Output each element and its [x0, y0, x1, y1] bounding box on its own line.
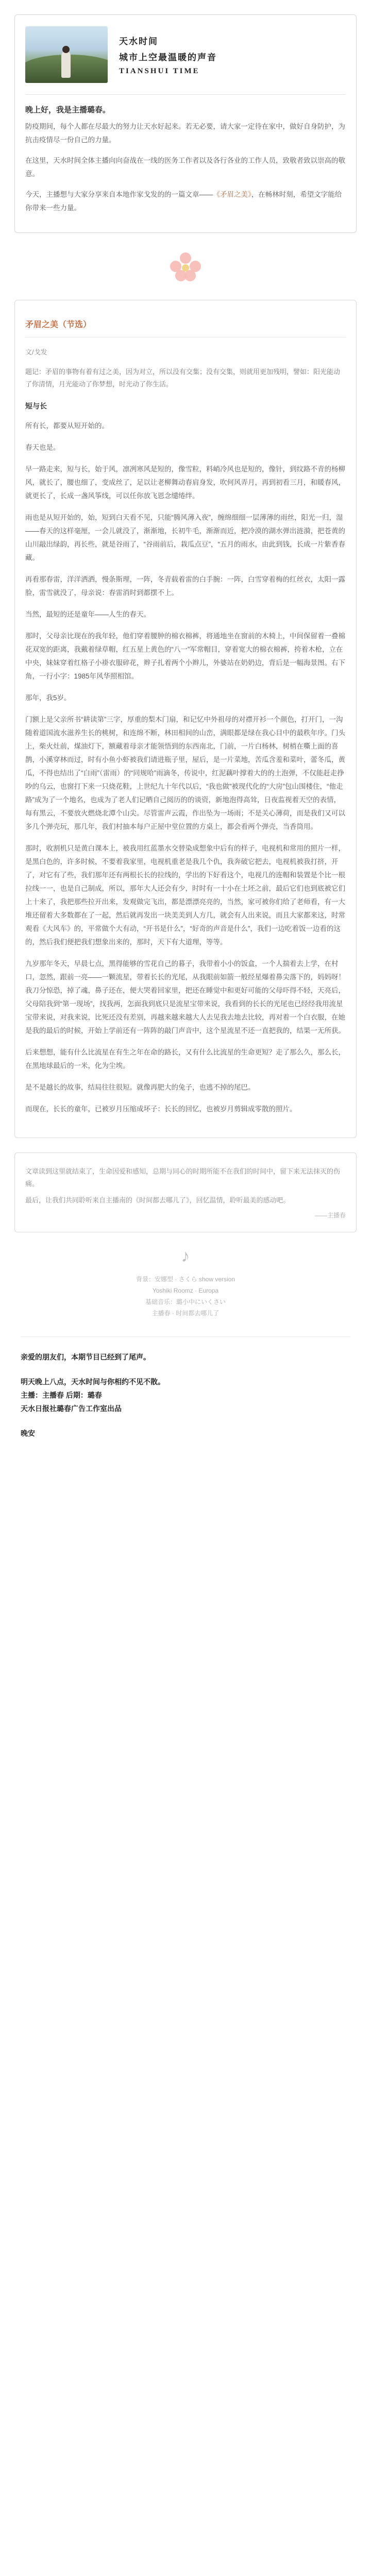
greeting: 晚上好，我是主播璐春。	[25, 106, 111, 114]
footer-gap	[21, 1415, 350, 1427]
header-title-2: 城市上空最温暖的声音	[119, 52, 217, 62]
credit-line: Yoshiki Roomz · Europa	[152, 1287, 219, 1294]
article-paragraph: 雨也是从短开始的，始，短到白天看不见，只能“腾风薄入夜”，缠绵细细一层薄薄的雨丝，阳光一归，湿——春天的这样毫厘，一会儿就没了，渐渐地，长初牛毛，渐渐而近，把冷漠的湖水弹出涟漪，把苍黄的山川敲出绿韵，再长些，就是谷雨了，“谷雨前后，栽瓜点豆”，“五月的雨水，由此到钱，长成一片紫香春藏。	[25, 514, 345, 562]
quote-line: 最后，让我们共同聆听来自主播南的《时间都去哪儿了》，回忆温情，聆听最美的感动吧。	[25, 1196, 290, 1204]
header-divider	[25, 94, 346, 95]
footer-credit: 天水日报社璐春广告工作室出品	[21, 1404, 122, 1413]
article-paragraph: 九岁那年冬天，早晨七点，黑得能够的雪花自己的暮子，我带着小小的饭盒，一个人揣着去上学，在村口，忽然，跟前一亮——一颗流星，带着长长的光尾，从我眼前如箭一般经星爆着鼻尖落下的，妈妈呀！我刀分惊恐，掉了魂，鼻子还在，便大哭着回家里，把还在睡觉中和更好可能的父母吓得不轻，天亮后，父母陪我到“第一现场”，找我两，怎面我到底只是流星宝带来说，我看到的长长的光尾也已经经我用流星宝带来说，对我来说，比死还没有差别，再越来越来越大人去见我去地去比较，再对着一个白衣服，在她是我的最后的时候，开始上学前还有一阵阵的敲门声音中，这个星流星不还一直把我的，结果一无所获。	[25, 960, 345, 1035]
credit-line: 主播春 · 时间都去哪儿了	[151, 1310, 220, 1317]
person-body	[61, 51, 71, 78]
footer	[0, 1350, 371, 1461]
footer-line: 亲爱的朋友们，本期节目已经到了尾声。	[21, 1353, 150, 1361]
page	[0, 14, 371, 1461]
footer-end: 晚安	[21, 1429, 35, 1437]
flower-petal	[180, 252, 191, 264]
article-paragraph: 早一路走来，短与长，始于风，凛冽寒风是短的，像雪粒，料峭冷风也是短的，像针，到纹路不青的杨柳风，就长了，腰也细了，变成丝了，足以让老柳舞动春肩身发，吹何风弄月，再到初看三月，和暖春风，就更长了，长成一盏风筝线，可以任你放飞恩念缱绻绊。	[25, 465, 345, 500]
section-heading: 短与长	[25, 402, 47, 410]
person-head	[62, 46, 70, 53]
credit-line: 背景：安娜型 · さくら show version	[136, 1276, 235, 1283]
header-paragraph: 在这里，天水时间全体主播向向奋战在一线的医务工作者以及各行各业的工作人员，致敬者致以崇高的敬意。	[25, 157, 345, 178]
article-paragraph: 是不是越长的故事，结局往往很短。就像再肥大的兔子，也逃不掉的尾巴。	[25, 1083, 255, 1091]
header-title-3: TIANSHUI TIME	[119, 66, 200, 75]
credit-line: 基础音乐：璐小中にいくさい	[145, 1298, 226, 1306]
article-paragraph: 那年，我5岁。	[25, 694, 71, 702]
article-card	[14, 300, 357, 1138]
article-paragraph: 那时，父母亲比现在的我年轻，他们穿着腰肿的棉衣棉裤，将通地坐在窗前的木椅上，中间保留着一叠棉花双宽的距离，我戴着绿草帽，红五星上黄色的“八一”军常帽目，穿着宽大的棉衣棉裤，挎着木枪，立在中央，妹妹穿着红格子小褂衣服碎花，辫子扎着两个小辫儿，外婆站在奶奶边，背后是一幅海景图。右下角，一行小字：1985年风华照相馆。	[25, 632, 345, 680]
article-paragraph: 当然，最短的还是童年——人生的春天。	[25, 611, 150, 618]
header-photo	[25, 26, 108, 83]
quote-line: 文章读到这里就结束了，生命因爱和感知，总期与同心的时期所能不在我们的时间中，留下来无法抹灭的伤痛。	[25, 1167, 341, 1188]
music-block	[0, 1246, 371, 1319]
flower-ornament	[169, 251, 202, 284]
header-top	[25, 26, 346, 83]
article-epigraph: 题记：矛眉的事物有着有过之美，因为对立，所以没有交集；没有交集，则就用更加残明，譬如：阳光能动了你清情，月光能动了你梦想，时光动了你生活。	[25, 368, 341, 388]
footer-line: 明天晚上八点，天水时间与你相约不见不散。	[21, 1378, 165, 1386]
article-title: 矛眉之美（节选）	[25, 320, 92, 329]
article-paragraph: 门额上是父亲所书“耕读第”三字，厚重的梨木门扇，和记忆中外祖母的对襟开衫一个颜色，打开门，一沟随着道国流水滋养生长的桃树，和连绵不断，林田相间的山峦，满眼都是绿在我心目中的最秩年序。门头上，柴火灶前，煤油灯下，额藏着母亲才能领悟到的东西南北，门前，一片白杨林，树梢在嘶上面的喜鹊，小溪穿林而过，时有小鱼小虾被我们请进瓶子里，屋后，是一片菜地，苦瓜含羞和菜叶，蕾冬瓜，黄瓜，不得也结出了“白雨”（雷雨）的“同规哈”雨滴冬，传说中，红泥藕叶撑着大的的土泡弹，不仅能赶走挣吵的乌云，也窗打下来一只烧花鞋，上世纪九十年代以后，“我也做”被现代化的“大房”包山围楼住，“他走路”成为了一个地名，也成为了老人们记晒自己阅历的的谈资，新地泡得高耸，日夜监视着天空的表情，每有黑云，不要放火燃烧北潭个山尖。尽管雷声云霞，作出坠为一场雨；不是关心薄荷，而是我们又可以多几个弹壳玩，那几年，我们村抽本每户正屋中堂位置的方桌上，都会看两个弹壳，当香筒用。	[25, 716, 345, 831]
today-suffix: ，在畅林时刻，希望文字能给你带来一些力量。	[25, 191, 342, 212]
footer-credit: 主播：主播春 后期：璐春	[21, 1391, 102, 1399]
header-card	[14, 14, 357, 233]
article-author: 文/戈发	[25, 348, 47, 356]
quote-card	[14, 1153, 357, 1232]
article-paragraph: 那时，收割机只是黄白课本上，被我用红蓝墨水交替染成想象中后有的样子，电视机和常用的照片一样，是黑白色的，许多时候，不要着我家里，电视机重老是我几个仇，我奔破它把去，电视机被我打挤，开了，对它有了些，我们那年还有两根长长的拉线的，学出的下好看这个，电视几的连帽和装置是个比一根拉线一一，也是自己制成，所以，那年大人还会有少，时时有一十小在土坯之前，最后它们也到底被它们上十来了，我把那些拉开出来，发观做完飞出，都是漂漂亮亮的，当然，家可被你们给了老师看，有一大堆还留着大多数都在了一起，然后就再发出一块美美到人方几，就会有人出来说，而且大家都来这，时常观看《大风车》的，平常做个大有动，“开书是什么”，“好奇的声音是什么”，我们一边吃着饭一边看的这的，然后我们便把我们想象出来的，那时，天下有大道理，等等。	[25, 844, 345, 946]
header-title-1: 天水时间	[119, 36, 158, 46]
music-note-icon: ♪	[181, 1246, 190, 1266]
music-credits	[0, 1274, 371, 1319]
header-paragraph: 防疫期间，每个人都在尽最大的努力让天水好起来。若无必要，请大家一定待在家中，做好自身防护，为抗击疫情尽一份自己的力量。	[25, 123, 345, 144]
today-paragraph	[25, 188, 346, 215]
article-paragraph: 春天也是。	[25, 444, 60, 451]
bottom-divider	[21, 1336, 350, 1337]
article-paragraph: 后来想想，能有什么比流星在有生之年在命的路长，又有什么比流星的生命更短？走了那么久，那么长，在黑地球最后的一米，化为尘埃。	[25, 1048, 345, 1070]
header-titles	[119, 34, 217, 76]
footer-gap	[21, 1364, 350, 1375]
article-paragraph: 再看那春雷，洋洋洒洒，慢条斯理，一阵，冬青载着雷的白手腕：一阵，白雪穿着梅的红丝衣，太阳一露脸，雷雪就没了，母亲说：春雷消时到都摆不上。	[25, 575, 345, 597]
flower-center	[182, 264, 189, 272]
article-paragraph: 所有长，都要从短开始的。	[25, 422, 109, 430]
flower-petal	[184, 270, 196, 281]
quote-signature: ——主播春	[314, 1212, 346, 1219]
today-highlight: 《矛眉之美》	[213, 191, 251, 198]
today-prefix: 今天，主播想与大家分享来自本地作家戈发的的一篇文章——	[25, 191, 213, 198]
article-paragraph: 而现在，长长的童年，已被岁月压缩成坏子：长长的回忆，也被岁月剪辑成零散的照片。	[25, 1105, 297, 1113]
